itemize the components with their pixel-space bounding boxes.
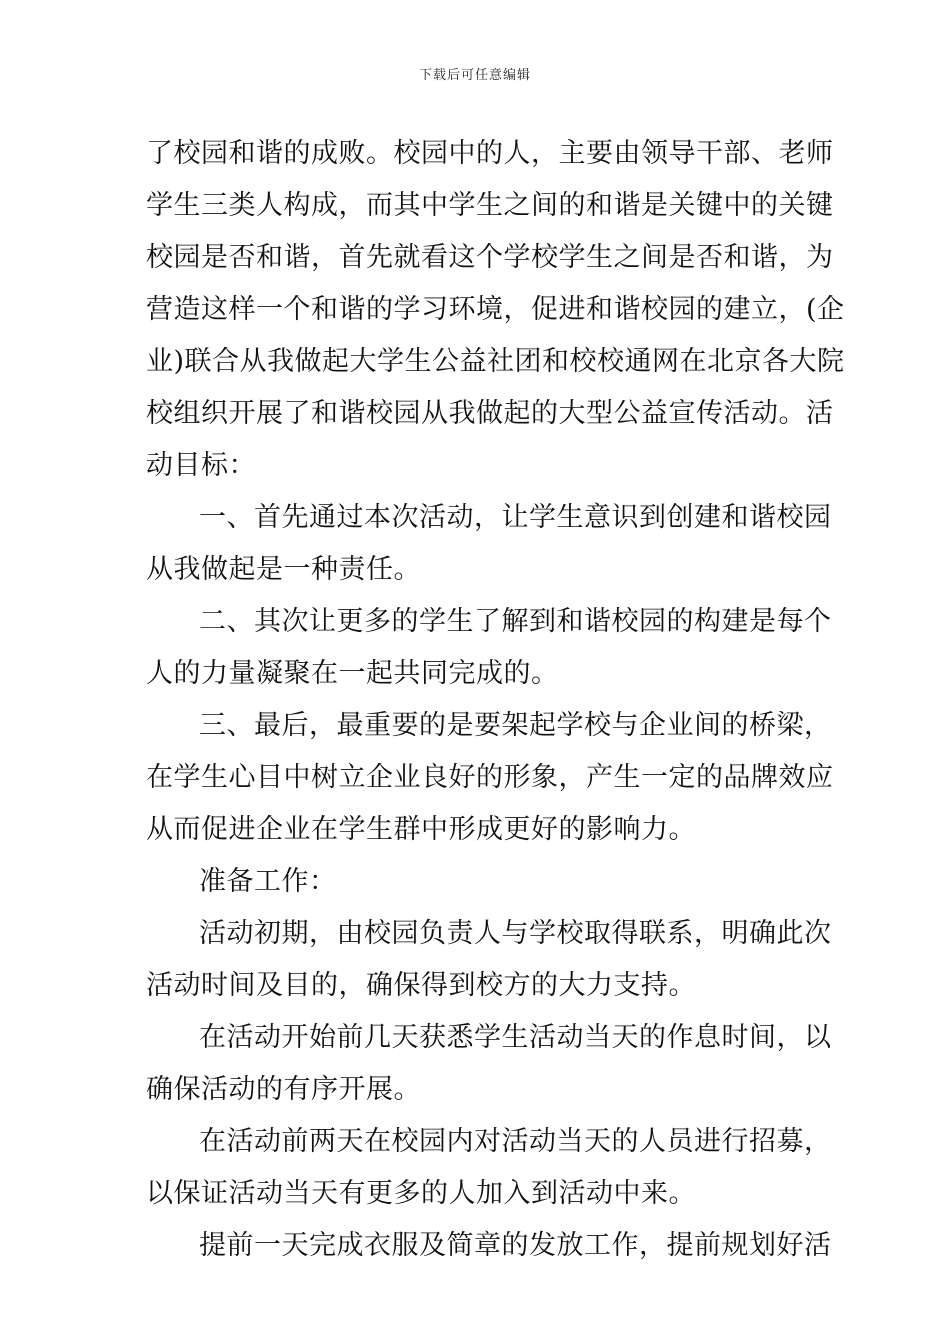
text-line: 在学生心目中树立企业良好的形象，产生一定的品牌效应 [146, 762, 834, 793]
text-line: 确保活动的有序开展。 [146, 1074, 421, 1105]
text-line: 在活动开始前几天获悉学生活动当天的作息时间，以 [199, 1022, 832, 1053]
text-line: 校园是否和谐，首先就看这个学校学生之间是否和谐，为 [146, 242, 834, 273]
text-line: 准备工作： [199, 866, 337, 897]
text-line: 二、其次让更多的学生了解到和谐校园的构建是每个 [199, 606, 832, 637]
text-line: 以保证活动当天有更多的人加入到活动中来。 [146, 1178, 696, 1209]
text-line: 在活动前两天在校园内对活动当天的人员进行招募， [199, 1126, 832, 1157]
text-line: 学生三类人构成，而其中学生之间的和谐是关键中的关键 [146, 190, 834, 221]
text-line: 校组织开展了和谐校园从我做起的大型公益宣传活动。活 [146, 398, 834, 429]
text-line: 人的力量凝聚在一起共同完成的。 [146, 658, 559, 689]
text-line: 一、首先通过本次活动，让学生意识到创建和谐校园 [199, 502, 832, 533]
text-line: 从我做起是一种责任。 [146, 554, 421, 585]
page-header: 下载后可任意编辑 [418, 68, 531, 83]
text-line: 从而促进企业在学生群中形成更好的影响力。 [146, 814, 696, 845]
text-line: 活动时间及目的，确保得到校方的大力支持。 [146, 970, 696, 1001]
text-line: 营造这样一个和谐的学习环境，促进和谐校园的建立，(企 [146, 294, 845, 325]
text-line: 动目标： [146, 450, 256, 481]
text-line: 提前一天完成衣服及简章的发放工作，提前规划好活 [199, 1230, 832, 1261]
text-line: 业)联合从我做起大学生公益社团和校校通网在北京各大院 [146, 346, 845, 377]
text-line: 三、最后，最重要的是要架起学校与企业间的桥梁， [199, 710, 832, 741]
document-body [146, 128, 845, 1272]
text-line: 活动初期，由校园负责人与学校取得联系，明确此次 [199, 918, 832, 949]
text-line: 了校园和谐的成败。校园中的人，主要由领导干部、老师 [146, 138, 834, 169]
